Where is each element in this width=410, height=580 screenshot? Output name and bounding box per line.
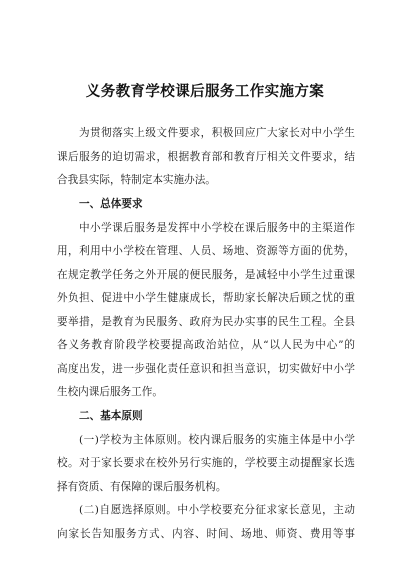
paragraph-line: 外负担、促进中小学生健康成长，帮助家长解决后顾之忧的重 [57, 292, 355, 304]
section-heading: 二、基本原则 [79, 410, 143, 422]
paragraph-line: 用，利用中小学校在管理、人员、场地、资源等方面的优势， [57, 245, 355, 257]
document-title: 义务教育学校课后服务工作实施方案 [85, 84, 325, 100]
paragraph-line: 校。对于家长要求在校外另行实施的，学校要主动提醒家长选 [57, 457, 355, 469]
paragraph-line: 各义务教育阶段学校要提高政治站位，从“以人民为中心”的 [57, 339, 355, 351]
section-basic-principles [57, 405, 355, 546]
paragraph-line: (一)学校为主体原则。校内课后服务的实施主体是中小学 [79, 433, 355, 446]
section-heading: 一、总体要求 [79, 198, 143, 210]
paragraph-line: 要举措，是教育为民服务、政府为民办实事的民生工程。全县 [57, 315, 355, 328]
paragraph-line: 生校内课后服务工作。 [57, 386, 163, 398]
paragraph-line: 向家长告知服务方式、内容、时间、场地、师资、费用等事 [57, 527, 355, 540]
paragraph-line: 合我县实际，特制定本实施办法。 [57, 174, 216, 186]
paragraph-line: 课后服务的迫切需求，根据教育部和教育厅相关文件要求，结 [57, 150, 355, 163]
intro-paragraph [57, 122, 355, 193]
paragraph-line: 择有资质、有保障的课后服务机构。 [57, 480, 227, 493]
paragraph-line: 高度出发，进一步强化责任意识和担当意识，切实做好中小学 [57, 362, 355, 375]
section-general-requirements [57, 193, 355, 405]
paragraph-line: 中小学课后服务是发挥中小学校在课后服务中的主渠道作 [79, 221, 355, 234]
paragraph-line: 为贯彻落实上级文件要求，积极回应广大家长对中小学生 [79, 127, 355, 139]
paragraph-line: 在规定教学任务之外开展的便民服务，是减轻中小学生过重课 [57, 268, 355, 281]
paragraph-line: (二)自愿选择原则。中小学校要充分征求家长意见，主动 [79, 504, 355, 516]
